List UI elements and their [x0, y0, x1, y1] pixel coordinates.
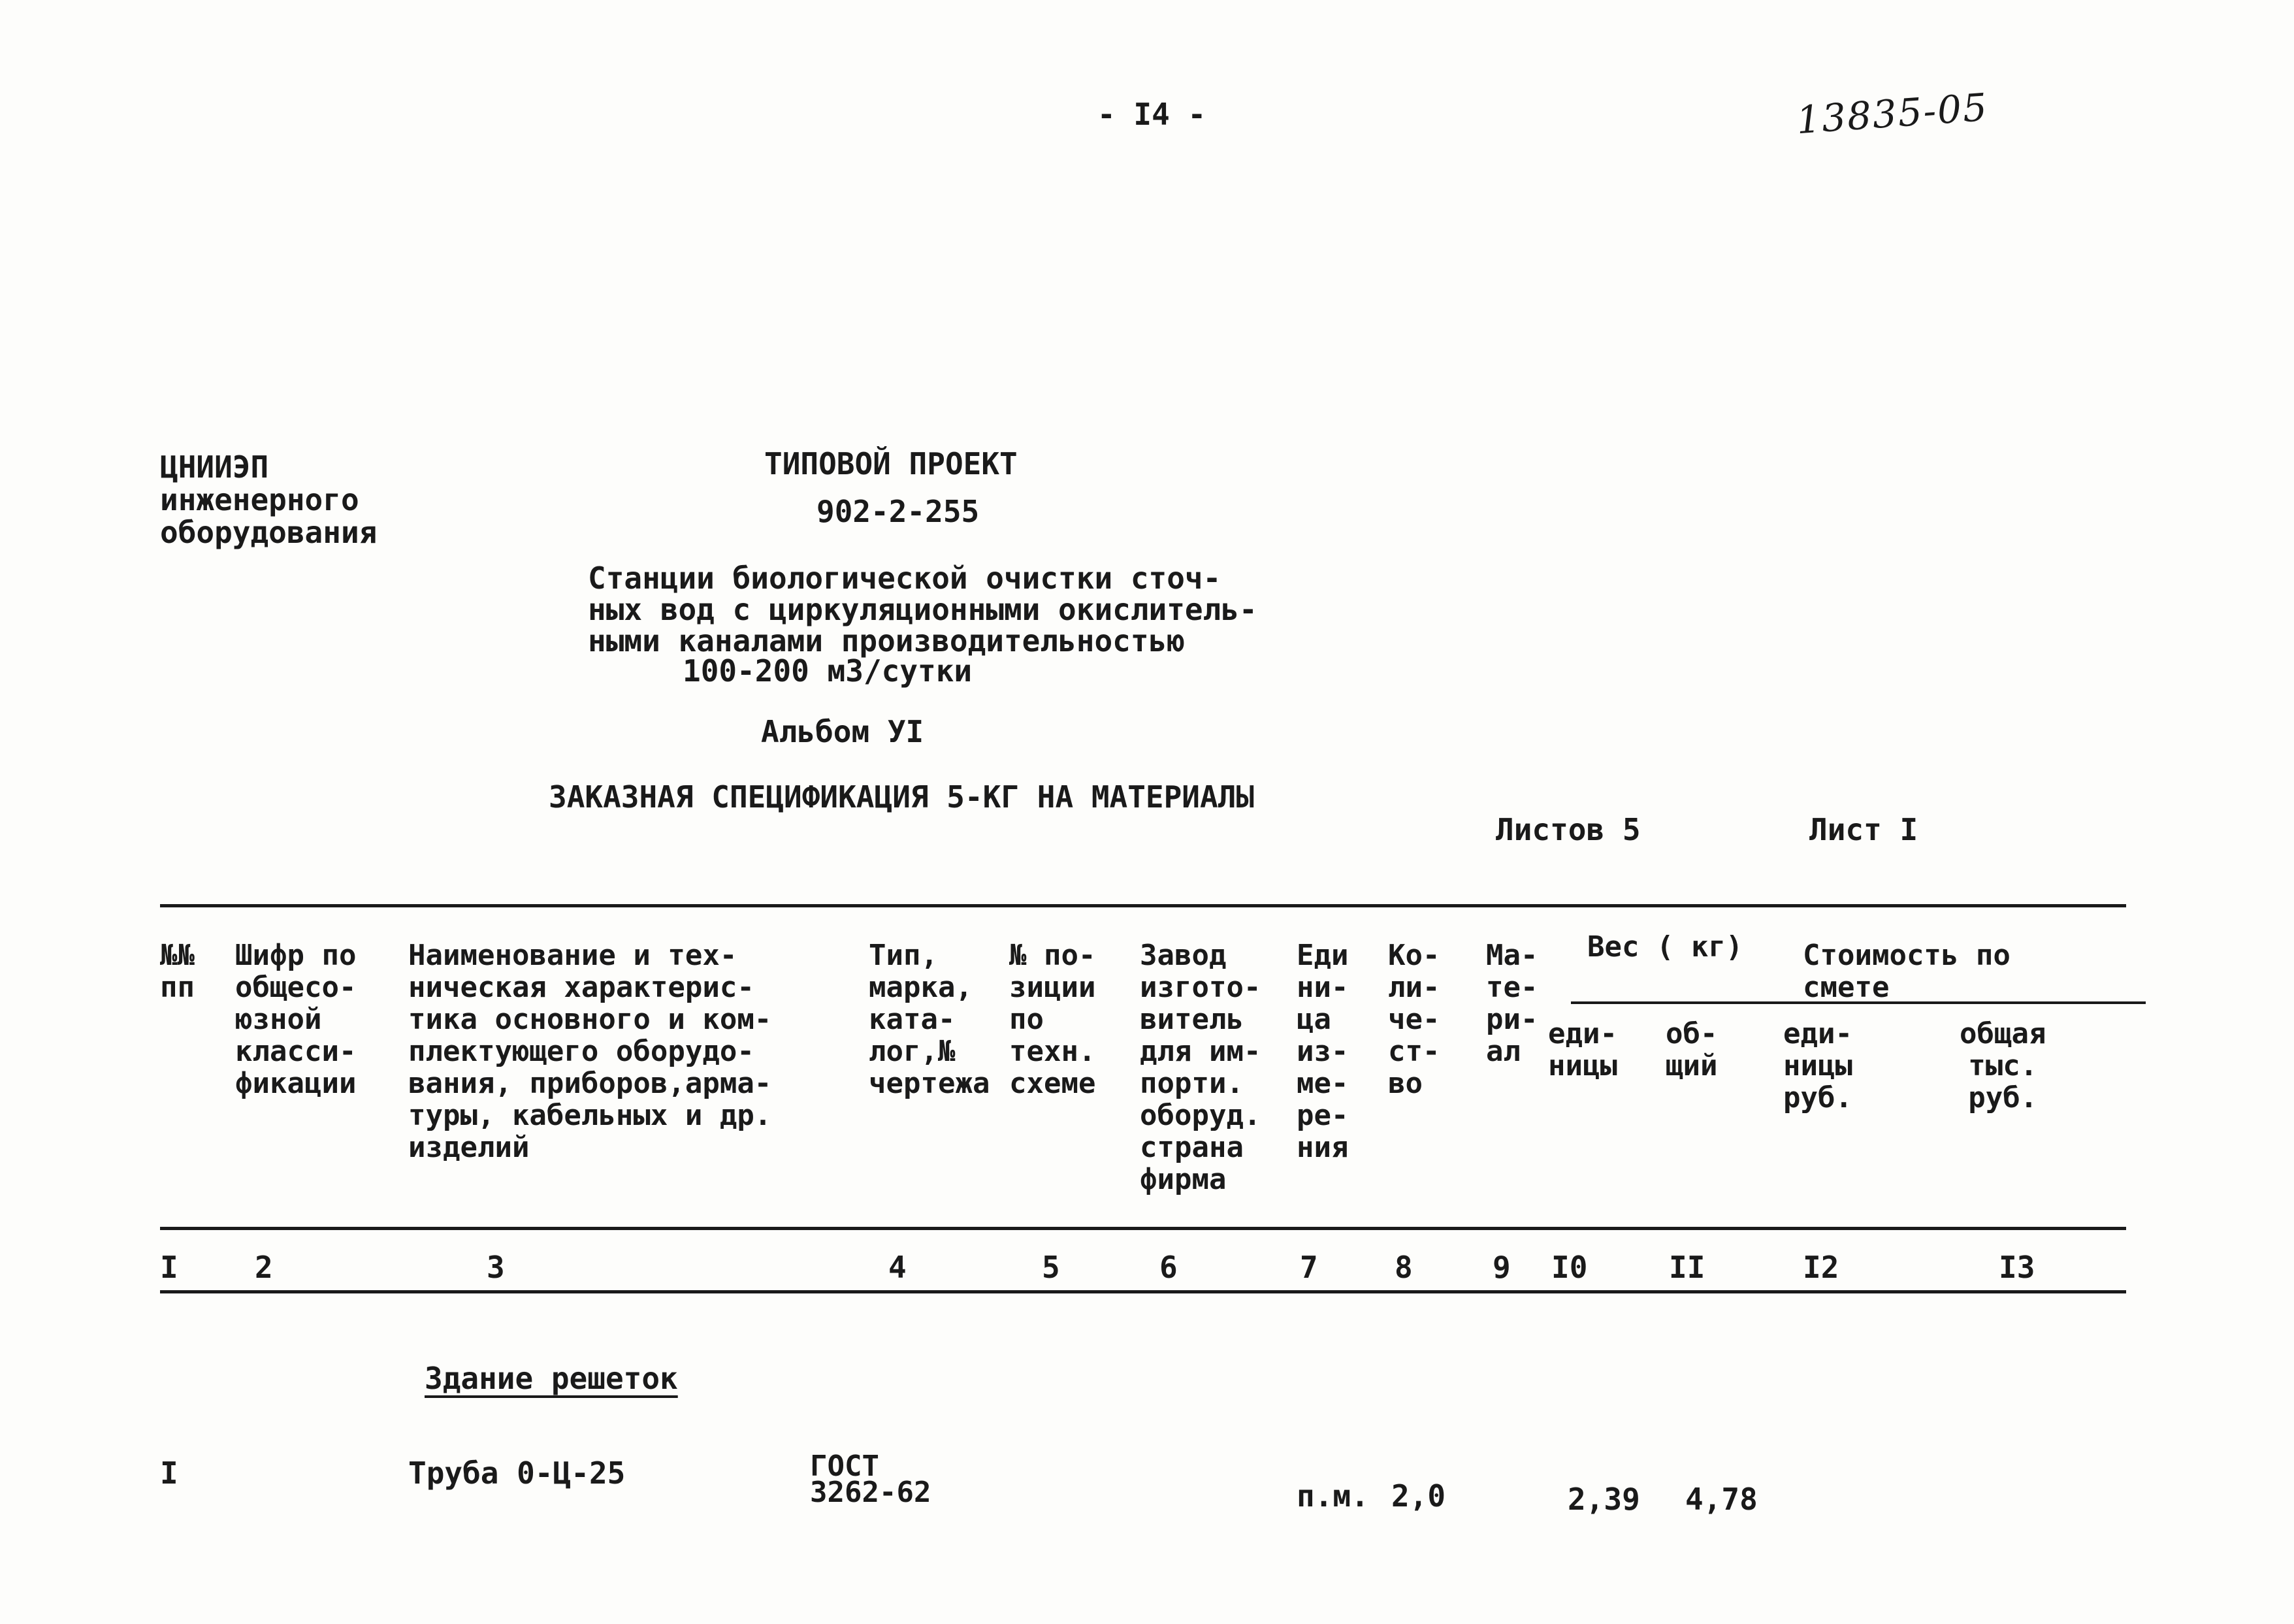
project-desc-line-1: Станции биологической очистки сточ-: [588, 560, 1221, 596]
column-number: 9: [1493, 1250, 1511, 1285]
header-manufacturer: Завод изгото- витель для им- порти. оборуд. страна фирма: [1140, 939, 1261, 1196]
column-numbers-rule: [160, 1290, 2126, 1293]
stamp-number: 13835-05: [1794, 84, 1990, 143]
row-quantity: 2,0: [1391, 1478, 1446, 1514]
org-line-3: оборудования: [160, 515, 378, 550]
header-type-catalog: Тип, марка, ката- лог,№ чертежа: [869, 939, 990, 1100]
row-weight-unit: 2,39: [1568, 1482, 1640, 1517]
project-title: ТИПОВОЙ ПРОЕКТ: [764, 446, 1018, 481]
column-number: I2: [1803, 1250, 1839, 1285]
spec-title: ЗАКАЗНАЯ СПЕЦИФИКАЦИЯ 5-КГ НА МАТЕРИАЛЫ: [549, 779, 1255, 815]
column-number: I3: [1999, 1250, 2035, 1285]
column-number: 7: [1300, 1250, 1318, 1285]
project-desc-line-4: 100-200 м3/сутки: [683, 653, 973, 689]
sheets-total: Листов 5: [1496, 812, 1641, 847]
header-quantity: Ко- ли- че- ст- во: [1388, 939, 1440, 1100]
header-weight-total: об- щий: [1666, 1017, 1718, 1082]
org-line-1: ЦНИИЭП: [160, 449, 269, 485]
header-cost-unit: еди- ницы руб.: [1783, 1017, 1852, 1114]
page-number: - I4 -: [1097, 97, 1206, 132]
column-number: 5: [1042, 1250, 1060, 1285]
header-material: Ма- те- ри- ал: [1486, 939, 1538, 1068]
column-number: II: [1669, 1250, 1705, 1285]
project-desc-line-2: ных вод с циркуляционными окислитель-: [588, 592, 1257, 627]
project-desc-line-3: ными каналами производительностью: [588, 623, 1185, 658]
header-bottom-rule: [160, 1227, 2126, 1230]
column-number: 3: [487, 1250, 505, 1285]
column-number: 2: [255, 1250, 273, 1285]
column-number: 6: [1159, 1250, 1178, 1285]
table-top-rule: [160, 904, 2126, 907]
row-unit: п.м.: [1297, 1478, 1369, 1514]
row-name: Труба 0-Ц-25: [408, 1455, 626, 1491]
header-row-number: №№ пп: [160, 939, 195, 1004]
row-weight-total: 4,78: [1685, 1482, 1758, 1517]
header-weight: Вес ( кг): [1587, 930, 1743, 964]
header-cost-total: общая тыс. руб.: [1960, 1017, 2046, 1114]
header-cost: Стоимость по смете: [1803, 939, 2011, 1004]
header-classification-code: Шифр по общесо- юзной класси- фикации: [235, 939, 357, 1100]
section-title: Здание решеток: [425, 1361, 678, 1396]
project-number: 902-2-255: [816, 494, 980, 529]
header-position: № по- зиции по техн. схеме: [1009, 939, 1096, 1100]
column-number: I0: [1551, 1250, 1588, 1285]
header-name-description: Наименование и тех- ническая характерис- тика основного и ком- плектующего оборудо- вания, приборов,арма- туры, кабельных и др. изделий: [408, 939, 772, 1164]
column-number: 4: [888, 1250, 907, 1285]
row-number: I: [160, 1455, 178, 1491]
album: Альбом УI: [761, 714, 924, 749]
sheet-current: Лист I: [1809, 812, 1918, 847]
row-type: ГОСТ 3262-62: [810, 1450, 931, 1509]
column-number: 8: [1395, 1250, 1413, 1285]
header-weight-unit: еди- ницы: [1548, 1017, 1617, 1082]
column-number: I: [160, 1250, 178, 1285]
header-unit: Еди ни- ца из- ме- ре- ния: [1297, 939, 1349, 1164]
org-line-2: инженерного: [160, 482, 359, 517]
